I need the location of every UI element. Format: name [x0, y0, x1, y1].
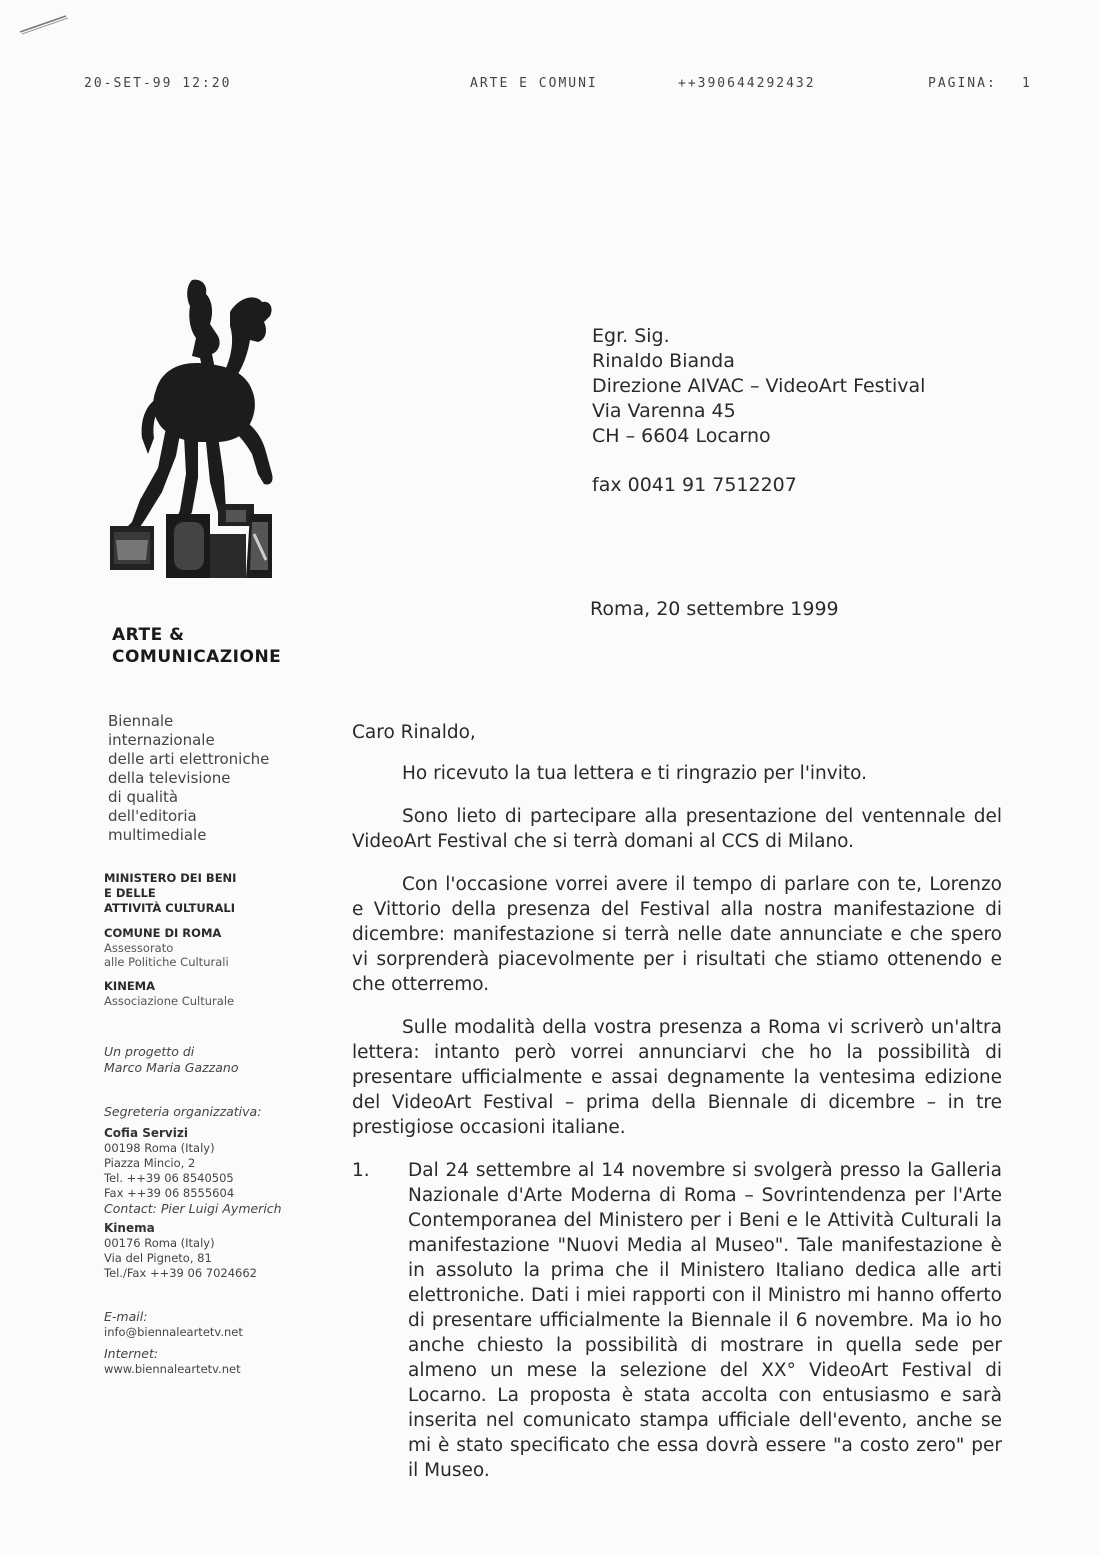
letter-body [352, 720, 1002, 1483]
description-line: internazionale [108, 731, 215, 749]
comune-sub-line: alle Politiche Culturali [104, 955, 229, 969]
description-line: di qualità [108, 788, 179, 806]
recipient-line: Rinaldo Bianda [592, 350, 735, 372]
comune-block [104, 926, 324, 969]
list-item-number: 1. [352, 1160, 370, 1181]
description-line: della televisione [108, 769, 231, 787]
cofia-line: Tel. ++39 06 8540505 [104, 1171, 234, 1185]
cofia-line: 00198 Roma (Italy) [104, 1141, 215, 1155]
equestrian-statue-logo-icon [100, 278, 310, 598]
biennale-description [108, 712, 324, 845]
kinema-block [104, 979, 324, 1008]
fax-number: ++390644292432 [678, 76, 816, 91]
recipient-fax: fax 0041 91 7512207 [592, 474, 797, 496]
contact-line: Contact: Pier Luigi Aymerich [104, 1201, 282, 1216]
description-line: delle arti elettroniche [108, 750, 270, 768]
ministero-line: E DELLE [104, 886, 156, 900]
organization-name [112, 624, 352, 668]
comune-sub-line: Assessorato [104, 941, 174, 955]
recipient-line: Via Varenna 45 [592, 400, 736, 422]
salutation: Caro Rinaldo, [352, 722, 476, 743]
kinema-line: Tel./Fax ++39 06 7024662 [104, 1266, 258, 1280]
paragraph: Con l'occasione vorrei avere il tempo di parlare con te, Lorenzo e Vittorio della presenza del Festival alla nostra manifestazione di dicembre: manifestazione si terrà nelle date annunciate e che spero vi sorprenderà piacevolmente per i risultati che stiamo ottenendo e che otterremo. [352, 874, 1002, 995]
paragraph: Sulle modalità della vostra presenza a Roma vi scriverò un'altra lettera: intanto però vorrei annunciarvi che ho la possibilità di presentare ufficialmente e assai degnamente la ventesima edizione del VideoArt Festival – prima della Biennale di dicembre – in tre prestigiose occasioni italiane. [352, 1017, 1002, 1138]
list-item-text: Dal 24 settembre al 14 novembre si svolgerà presso la Galleria Nazionale d'Arte Moderna di Roma – Sovrintendenza per l'Arte Contemporanea del Ministero per i Beni e le Attività Culturali la manifestazione "Nuovi Media al Museo". Tale manifestazione è in assoluto la prima che il Ministero Italiano dedica alle arti elettroniche. Dati i miei rapporti con il Ministro mi hanno offerto di presentare ufficialmente la Biennale il 6 novembre. Ma io ho anche chiesto la possibilità di mostrare in quella sede per almeno un mese la selezione del XX° VideoArt Festival di Locarno. La proposta è stata accolta con entusiasmo e sarà inserita nel comunicato stampa ufficiale dell'evento, anche se mi è stato specificato che essa dovrà essere "a costo zero" per il Museo. [408, 1160, 1002, 1481]
ministero-line: MINISTERO DEI BENI [104, 871, 237, 885]
ministero-line: ATTIVITÀ CULTURALI [104, 901, 236, 915]
segreteria-block [104, 1104, 324, 1281]
kinema-name: Kinema [104, 1221, 155, 1235]
fax-datetime: 20-SET-99 12:20 [84, 76, 232, 91]
paragraph: Sono lieto di partecipare alla presentazione del ventennale del VideoArt Festival che si terrà domani al CCS di Milano. [352, 806, 1002, 852]
email-address: info@biennaleartetv.net [104, 1325, 243, 1339]
fax-page-number: 1 [1022, 76, 1032, 91]
segreteria-label: Segreteria organizzativa: [104, 1104, 262, 1119]
letterhead-sidebar [104, 712, 324, 1387]
kinema-line: Via del Pigneto, 81 [104, 1251, 212, 1265]
progetto-block [104, 1044, 324, 1076]
fax-sender: ARTE E COMUNI [470, 76, 598, 91]
description-line: multimediale [108, 826, 207, 844]
cofia-line: Fax ++39 06 8555604 [104, 1186, 235, 1200]
cofia-name: Cofia Servizi [104, 1126, 188, 1140]
org-name-line2: COMUNICAZIONE [112, 647, 282, 667]
progetto-line: Marco Maria Gazzano [104, 1060, 239, 1075]
contacts-online-block [104, 1309, 324, 1377]
recipient-address [592, 324, 1032, 498]
progetto-line: Un progetto di [104, 1044, 195, 1059]
recipient-line: CH – 6604 Locarno [592, 425, 771, 447]
description-line: dell'editoria [108, 807, 197, 825]
internet-label: Internet: [104, 1346, 159, 1361]
kinema-sub-line: Associazione Culturale [104, 994, 235, 1008]
recipient-line: Egr. Sig. [592, 325, 670, 347]
fax-page-label: PAGINA: [928, 76, 997, 91]
list-item [352, 1158, 1002, 1483]
recipient-line: Direzione AIVAC – VideoArt Festival [592, 375, 926, 397]
pen-scratch-mark [18, 12, 70, 36]
description-line: Biennale [108, 712, 174, 730]
email-label: E-mail: [104, 1309, 148, 1324]
comune-heading: COMUNE DI ROMA [104, 926, 222, 940]
ministero-block [104, 871, 324, 916]
kinema-heading: KINEMA [104, 979, 156, 993]
cofia-line: Piazza Mincio, 2 [104, 1156, 196, 1170]
letter-date: Roma, 20 settembre 1999 [590, 598, 839, 620]
fax-header [0, 76, 1100, 100]
kinema-line: 00176 Roma (Italy) [104, 1236, 215, 1250]
org-name-line1: ARTE & [112, 625, 185, 645]
internet-address: www.biennaleartetv.net [104, 1362, 241, 1376]
paragraph: Ho ricevuto la tua lettera e ti ringrazio per l'invito. [402, 763, 867, 784]
